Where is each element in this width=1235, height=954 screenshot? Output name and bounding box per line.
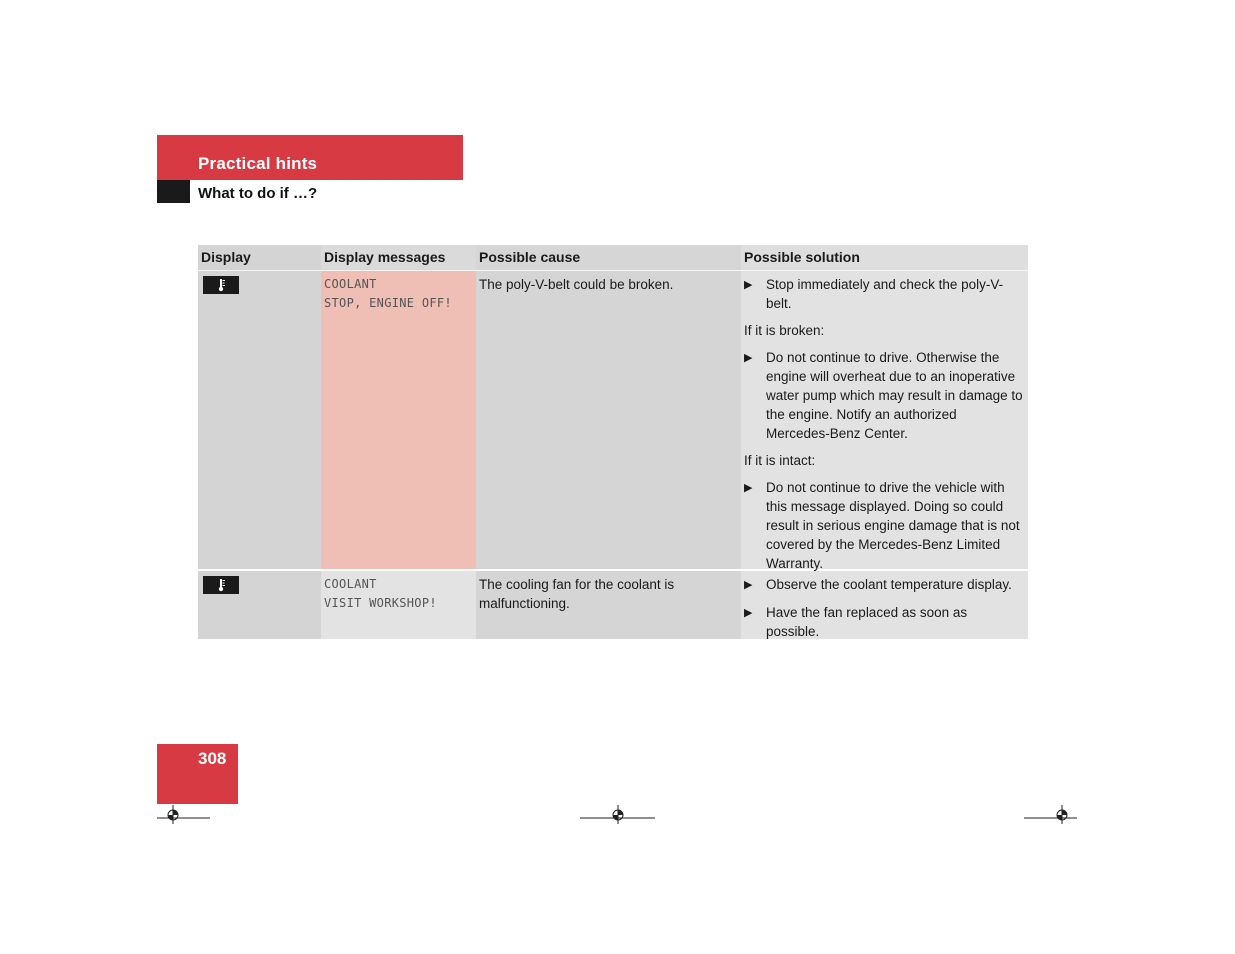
solution-bullet (744, 478, 1024, 573)
registration-mark-icon (157, 800, 211, 824)
display-cell (198, 571, 321, 639)
display-message-line: STOP, ENGINE OFF! (324, 296, 452, 310)
registration-mark-icon (1024, 800, 1078, 824)
subsection-title: What to do if …? (198, 185, 318, 202)
triangle-bullet-icon: ▶ (744, 607, 753, 619)
column-header-display: Display (198, 245, 321, 270)
solution-bullet (744, 603, 1024, 641)
solution-text: Have the fan replaced as soon as possible. (766, 605, 968, 639)
page-number: 308 (198, 749, 227, 768)
section-title: Practical hints (198, 154, 318, 173)
triangle-bullet-icon: ▶ (744, 579, 753, 591)
display-messages-table (198, 245, 1028, 639)
display-message-cell (321, 571, 476, 639)
display-message-cell (321, 271, 476, 569)
solution-text: Do not continue to drive. Otherwise the engine will overheat due to an inoperative water pump which may result in damage to the engine. Notify an authorized Mercedes-Benz Center. (766, 350, 1023, 441)
triangle-bullet-icon: ▶ (744, 482, 753, 494)
column-header-display-messages: Display messages (321, 245, 476, 270)
display-message-line: VISIT WORKSHOP! (324, 596, 437, 610)
registration-mark-icon (580, 800, 656, 824)
triangle-bullet-icon: ▶ (744, 279, 753, 291)
display-message-line: COOLANT (324, 277, 377, 291)
table-row (198, 571, 1028, 639)
coolant-temperature-icon (203, 576, 239, 594)
possible-cause-cell: The cooling fan for the coolant is malfunctioning. (476, 571, 741, 639)
solution-bullet (744, 348, 1024, 443)
triangle-bullet-icon: ▶ (744, 352, 753, 364)
possible-solution-cell (741, 271, 1028, 569)
column-header-possible-cause: Possible cause (476, 245, 741, 270)
subsection-marker (157, 180, 190, 203)
solution-text: Do not continue to drive the vehicle with this message displayed. Doing so could result in serious engine damage that is not covered by the Mercedes-Benz Limited Warranty. (766, 480, 1020, 571)
possible-solution-cell (741, 571, 1028, 639)
solution-bullet (744, 275, 1024, 313)
possible-cause-cell: The poly-V-belt could be broken. (476, 271, 741, 569)
coolant-temperature-icon (203, 276, 239, 294)
display-cell (198, 271, 321, 569)
solution-condition: If it is broken: (744, 323, 825, 338)
solution-text: Stop immediately and check the poly-V-belt. (766, 277, 1004, 311)
solution-bullet (744, 575, 1024, 595)
solution-text: Observe the coolant temperature display. (766, 577, 1012, 592)
solution-condition: If it is intact: (744, 453, 816, 468)
table-header-row (198, 245, 1028, 271)
table-row (198, 271, 1028, 571)
column-header-possible-solution: Possible solution (741, 245, 1028, 270)
display-message-line: COOLANT (324, 577, 377, 591)
